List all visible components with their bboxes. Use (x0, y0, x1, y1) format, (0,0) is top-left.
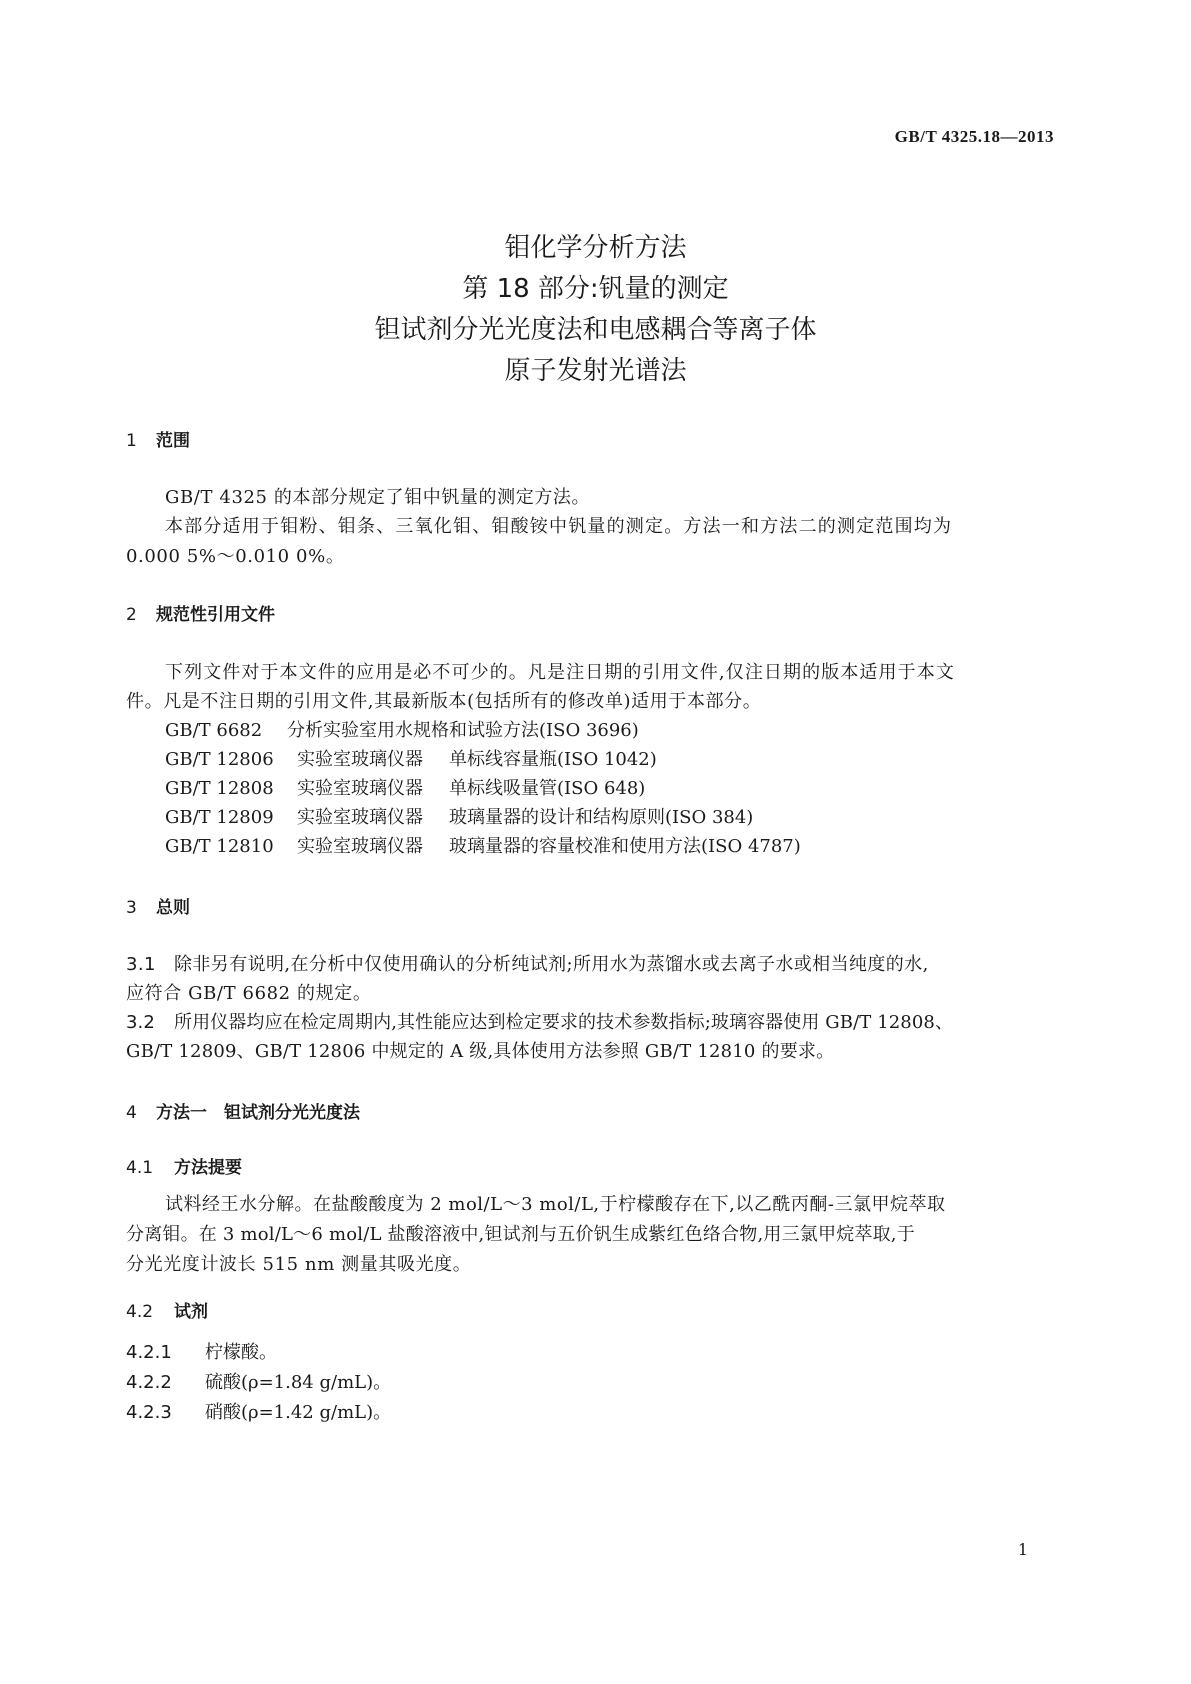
section-4-2-title: 试剂 (174, 1302, 208, 1322)
reagent-text: 柠檬酸。 (205, 1342, 277, 1363)
section-4-title: 方法一 钽试剂分光光度法 (156, 1103, 360, 1123)
section-1-heading (126, 426, 190, 451)
reference-category: 实验室玻璃仪器 (297, 836, 423, 857)
section-2-paragraph-line-1: 下列文件对于本文件的应用是必不可少的。凡是注日期的引用文件,仅注日期的版本适用于本文 (165, 662, 955, 683)
document-title (0, 228, 1191, 392)
section-2-heading (126, 600, 275, 625)
reference-title: 分析实验室用水规格和试验方法(ISO 3696) (287, 720, 639, 741)
section-3-title: 总则 (156, 898, 190, 918)
title-line-2: 第 18 部分:钒量的测定 (462, 274, 729, 304)
clause-3-1-line-2: 应符合 GB/T 6682 的规定。 (126, 983, 372, 1004)
reference-code: GB/T 12810 (165, 836, 274, 857)
reference-code: GB/T 12806 (165, 749, 274, 770)
standard-number: GB/T 4325.18—2013 (894, 127, 1054, 146)
section-2-paragraph-line-2: 件。凡是不注日期的引用文件,其最新版本(包括所有的修改单)适用于本部分。 (126, 691, 762, 712)
section-2-title: 规范性引用文件 (156, 605, 275, 625)
reference-title: 玻璃量器的容量校准和使用方法(ISO 4787) (449, 836, 801, 857)
section-4-1-line-2: 分离钼。在 3 mol/L～6 mol/L 盐酸溶液中,钽试剂与五价钒生成紫红色络合物,用三氯甲烷萃取,于 (126, 1224, 915, 1245)
clause-3-1-line-1 (126, 950, 929, 976)
clause-3-2-text: 所用仪器均应在检定周期内,其性能应达到检定要求的技术参数指标;玻璃容器使用 GB/T 12808、 (174, 1012, 954, 1033)
section-4-heading (126, 1098, 360, 1123)
clause-3-2-line-2: GB/T 12809、GB/T 12806 中规定的 A 级,具体使用方法参照 GB/T 12810 的要求。 (126, 1041, 835, 1062)
clause-3-2-line-1 (126, 1008, 953, 1034)
reference-item (165, 745, 657, 771)
clause-3-1-number: 3.1 (126, 954, 156, 975)
clause-3-1-text: 除非另有说明,在分析中仅使用确认的分析纯试剂;所用水为蒸馏水或去离子水或相当纯度的水, (174, 954, 929, 975)
reference-category: 实验室玻璃仪器 (297, 778, 423, 799)
reference-item (165, 716, 639, 742)
section-4-number: 4 (126, 1103, 137, 1123)
reagent-item (126, 1398, 391, 1424)
reference-code: GB/T 6682 (165, 720, 263, 741)
reference-item (165, 832, 801, 858)
title-line-4: 原子发射光谱法 (504, 356, 687, 386)
reagent-number: 4.2.2 (126, 1372, 172, 1393)
reagent-item (126, 1338, 277, 1364)
section-1-number: 1 (126, 431, 137, 451)
section-4-1-title: 方法提要 (174, 1158, 242, 1178)
reference-title: 玻璃量器的设计和结构原则(ISO 384) (449, 807, 754, 828)
page-number: 1 (1017, 1540, 1028, 1559)
reference-title: 单标线吸量管(ISO 648) (449, 778, 646, 799)
section-4-1-heading (126, 1153, 242, 1178)
reference-title: 单标线容量瓶(ISO 1042) (449, 749, 657, 770)
reference-code: GB/T 12808 (165, 778, 274, 799)
reference-code: GB/T 12809 (165, 807, 274, 828)
section-4-2-number: 4.2 (126, 1302, 154, 1322)
section-1-paragraph-2-line-2: 0.000 5%～0.010 0%。 (126, 546, 345, 567)
reference-item (165, 774, 645, 800)
section-4-2-heading (126, 1297, 208, 1322)
section-4-1-line-3: 分光光度计波长 515 nm 测量其吸光度。 (126, 1254, 472, 1275)
section-3-number: 3 (126, 898, 137, 918)
section-1-title: 范围 (156, 431, 190, 451)
reagent-text: 硝酸(ρ=1.42 g/mL)。 (205, 1402, 392, 1423)
section-1-paragraph-2-line-1: 本部分适用于钼粉、钼条、三氧化钼、钼酸铵中钒量的测定。方法一和方法二的测定范围均为 (165, 516, 953, 537)
reagent-text: 硫酸(ρ=1.84 g/mL)。 (205, 1372, 392, 1393)
section-4-1-line-1: 试料经王水分解。在盐酸酸度为 2 mol/L～3 mol/L,于柠檬酸存在下,以乙酰丙酮-三氯甲烷萃取 (165, 1194, 946, 1215)
reference-category: 实验室玻璃仪器 (297, 807, 423, 828)
reagent-number: 4.2.1 (126, 1342, 172, 1363)
section-3-heading (126, 893, 190, 918)
title-line-3: 钽试剂分光光度法和电感耦合等离子体 (374, 315, 817, 345)
section-1-paragraph-1: GB/T 4325 的本部分规定了钼中钒量的测定方法。 (165, 487, 591, 508)
reagent-number: 4.2.3 (126, 1402, 172, 1423)
clause-3-2-number: 3.2 (126, 1012, 155, 1033)
section-4-1-number: 4.1 (126, 1158, 154, 1178)
reference-item (165, 803, 753, 829)
reagent-item (126, 1368, 391, 1394)
title-line-1: 钼化学分析方法 (504, 233, 687, 263)
section-2-number: 2 (126, 605, 137, 625)
reference-category: 实验室玻璃仪器 (297, 749, 423, 770)
